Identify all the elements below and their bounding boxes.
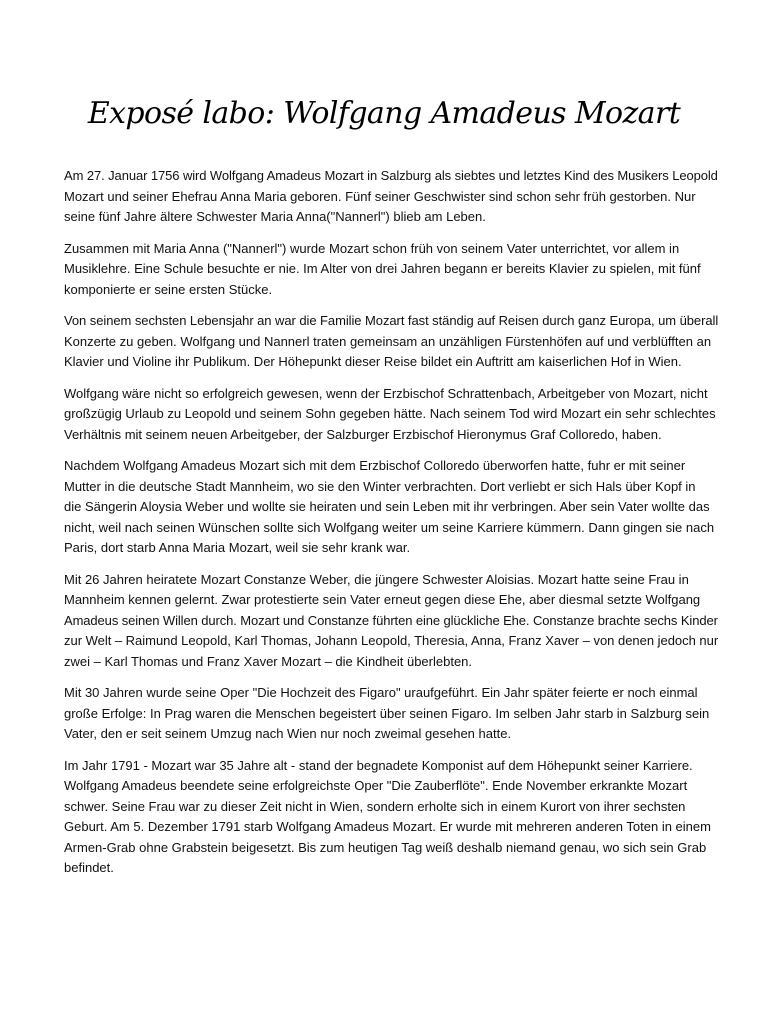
paragraph-line: Amadeus seinen Willen durch. Mozart und Constanze führten eine glückliche Ehe. Constanze brachte sechs Kinder <box>64 612 718 628</box>
paragraph-line: zur Welt – Raimund Leopold, Karl Thomas, Johann Leopold, Theresia, Anna, Franz Xaver – von denen jedoch nur <box>64 633 719 648</box>
paragraph-line: Von seinem sechsten Lebensjahr an war die Familie Mozart fast ständig auf Reisen durch ganz Europa, um überall <box>64 313 719 328</box>
paragraph <box>64 570 718 673</box>
paragraph <box>64 166 718 228</box>
paragraph <box>64 311 718 373</box>
paragraph-line: großzügig Urlaub zu Leopold und seinem Sohn gegeben hätte. Nach seinem Tod wird Mozart ein sehr schlechtes <box>64 406 716 421</box>
paragraph-line: Wolfgang Amadeus beendete seine erfolgreichste Oper "Die Zauberflöte". Ende November erkrankte Mozart <box>64 778 688 793</box>
paragraph <box>64 756 718 879</box>
paragraph-line: befindet. <box>64 860 114 875</box>
document-body <box>64 166 718 890</box>
paragraph-line: Am 27. Januar 1756 wird Wolfgang Amadeus Mozart in Salzburg als siebtes und letztes Kind des Musikers Leopold <box>64 168 718 183</box>
paragraph-line: Mutter in die deutsche Stadt Mannheim, wo sie den Winter verbrachten. Dort verliebt er sich Hals über Kopf in <box>64 478 696 494</box>
paragraph-line: zwei – Karl Thomas und Franz Xaver Mozart – die Kindheit überlebten. <box>64 653 473 669</box>
paragraph-line: Klavier und Violine ihr Publikum. Der Höhepunkt dieser Reise bildet ein Auftritt am kaiserlichen Hof in Wien. <box>64 354 682 369</box>
paragraph-line: Geburt. Am 5. Dezember 1791 starb Wolfgang Amadeus Mozart. Er wurde mit mehreren anderen Toten in einem <box>64 819 711 834</box>
document-title: Exposé labo: Wolfgang Amadeus Mozart <box>87 96 681 131</box>
paragraph-line: Verhältnis mit seinem neuen Arbeitgeber, der Salzburger Erzbischof Hieronymus Graf Colloredo, haben. <box>64 426 662 442</box>
paragraph-line: Zusammen mit Maria Anna ("Nannerl") wurde Mozart schon früh von seinem Vater unterrichtet, vor allem in <box>64 240 680 256</box>
paragraph-line: Mannheim kennen gelernt. Zwar protestierte sein Vater erneut gegen diese Ehe, aber diesmal setzte Wolfgang <box>64 592 701 607</box>
paragraph-line: Armen-Grab ohne Grabstein beigesetzt. Bis zum heutigen Tag weiß deshalb niemand genau, wo sich sein Grab <box>64 839 707 855</box>
paragraph-line: seine fünf Jahre ältere Schwester Maria Anna("Nannerl") blieb am Leben. <box>64 209 486 224</box>
paragraph <box>64 384 718 446</box>
paragraph-line: nicht, weil nach seinen Wünschen sollte sich Wolfgang weiter um seine Karriere kümmern. Dann gingen sie nach <box>64 519 715 535</box>
paragraph-line: Musiklehre. Eine Schule besuchte er nie. Im Alter von drei Jahren begann er bereits Klavier zu spielen, mit fünf <box>64 261 701 276</box>
paragraph-line: Vater, den er seit seinem Umzug nach Wien nur noch zweimal gesehen hatte. <box>64 726 512 741</box>
paragraph-line: Konzerte zu geben. Wolfgang und Nannerl traten gemeinsam an unzähligen Fürstenhöfen auf und verblüfften an <box>64 333 712 349</box>
paragraph-line: komponierte er seine ersten Stücke. <box>64 281 273 297</box>
paragraph-line: Paris, dort starb Anna Maria Mozart, weil sie sehr krank war. <box>64 540 411 555</box>
paragraph-line: Mozart und seiner Ehefrau Anna Maria geboren. Fünf seiner Geschwister sind schon sehr früh gestorben. Nur <box>64 188 696 204</box>
paragraph-line: Mit 30 Jahren wurde seine Oper "Die Hochzeit des Figaro" uraufgeführt. Ein Jahr später feierte er noch einmal <box>64 685 698 700</box>
paragraph-line: Nachdem Wolfgang Amadeus Mozart sich mit dem Erzbischof Colloredo überworfen hatte, fuhr er mit seiner <box>64 458 686 473</box>
paragraph-line: die Sängerin Aloysia Weber und wollte sie heiraten und sein Leben mit ihr verbringen. Aber sein Vater wollte das <box>64 499 710 514</box>
paragraph <box>64 456 718 559</box>
paragraph-line: schwer. Seine Frau war zu dieser Zeit nicht in Wien, sondern erholte sich in einem Kurort von ihrer sechsten <box>64 798 686 814</box>
paragraph <box>64 239 718 301</box>
paragraph-line: Mit 26 Jahren heiratete Mozart Constanze Weber, die jüngere Schwester Aloisias. Mozart hatte seine Frau in <box>64 571 689 587</box>
paragraph-line: Im Jahr 1791 - Mozart war 35 Jahre alt - stand der begnadete Komponist auf dem Höhepunkt seiner Karriere. <box>64 757 693 773</box>
paragraph-line: große Erfolge: In Prag waren die Menschen begeistert über seinen Figaro. Im selben Jahr starb in Salzburg sein <box>64 705 710 721</box>
paragraph <box>64 683 718 745</box>
paragraph-line: Wolfgang wäre nicht so erfolgreich gewesen, wenn der Erzbischof Schrattenbach, Arbeitgeber von Mozart, nicht <box>64 385 708 401</box>
